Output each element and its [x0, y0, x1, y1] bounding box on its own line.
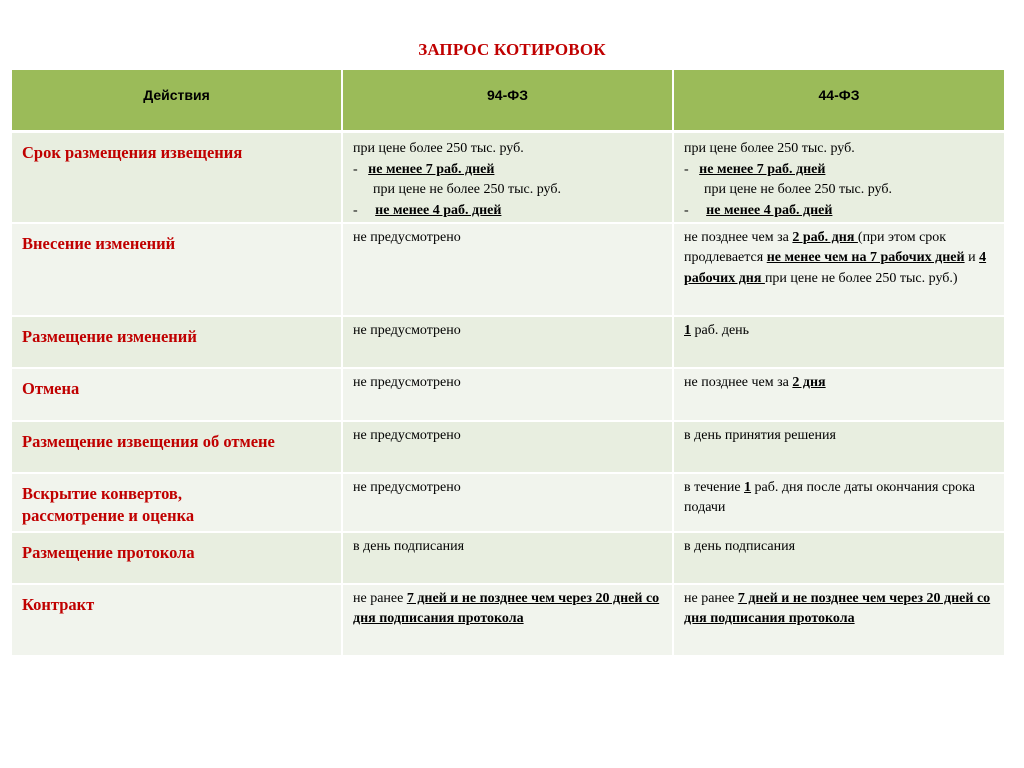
cell-44fz: не позднее чем за 2 раб. дня (при этом срок продлевается не менее чем на 7 рабочих дней и 4 рабочих дня при цене не более 250 тыс. руб.)	[673, 223, 1004, 316]
table-row	[12, 473, 1004, 532]
cell-94fz: не ранее 7 дней и не позднее чем через 20 дней со дня подписания протокола	[342, 584, 673, 656]
cell-94fz: при цене более 250 тыс. руб. - не менее 7 раб. дней при цене не более 250 тыс. руб. - не менее 4 раб. дней	[342, 132, 673, 223]
cell-94fz: в день подписания	[342, 532, 673, 584]
cell-44fz: не позднее чем за 2 дня	[673, 368, 1004, 421]
header-44fz: 44-ФЗ	[673, 70, 1004, 132]
row-label: Размещение изменений	[12, 316, 342, 368]
cell-44fz: не ранее 7 дней и не позднее чем через 20 дней со дня подписания протокола	[673, 584, 1004, 656]
table-row	[12, 223, 1004, 316]
table-row	[12, 368, 1004, 421]
cell-94fz: не предусмотрено	[342, 473, 673, 532]
table-row	[12, 132, 1004, 223]
row-label: Размещение извещения об отмене	[12, 421, 342, 473]
cell-94fz: не предусмотрено	[342, 223, 673, 316]
table-row	[12, 584, 1004, 656]
cell-94fz: не предусмотрено	[342, 316, 673, 368]
table-row	[12, 421, 1004, 473]
cell-44fz: в день принятия решения	[673, 421, 1004, 473]
table-row	[12, 532, 1004, 584]
cell-44fz: 1 раб. день	[673, 316, 1004, 368]
header-actions: Действия	[12, 70, 342, 132]
comparison-table	[12, 70, 1004, 657]
header-row	[12, 70, 1004, 132]
row-label: Контракт	[12, 584, 342, 656]
row-label: Внесение изменений	[12, 223, 342, 316]
row-label: Срок размещения извещения	[12, 132, 342, 223]
cell-44fz: при цене более 250 тыс. руб. - не менее 7 раб. дней при цене не более 250 тыс. руб. - не менее 4 раб. дней	[673, 132, 1004, 223]
cell-44fz: в день подписания	[673, 532, 1004, 584]
header-94fz: 94-ФЗ	[342, 70, 673, 132]
row-label: Размещение протокола	[12, 532, 342, 584]
cell-94fz: не предусмотрено	[342, 421, 673, 473]
table-row	[12, 316, 1004, 368]
cell-44fz: в течение 1 раб. дня после даты окончания срока подачи	[673, 473, 1004, 532]
row-label: Вскрытие конвертов, рассмотрение и оценка	[12, 473, 342, 532]
page-title: ЗАПРОС КОТИРОВОК	[418, 40, 606, 59]
row-label: Отмена	[12, 368, 342, 421]
cell-94fz: не предусмотрено	[342, 368, 673, 421]
